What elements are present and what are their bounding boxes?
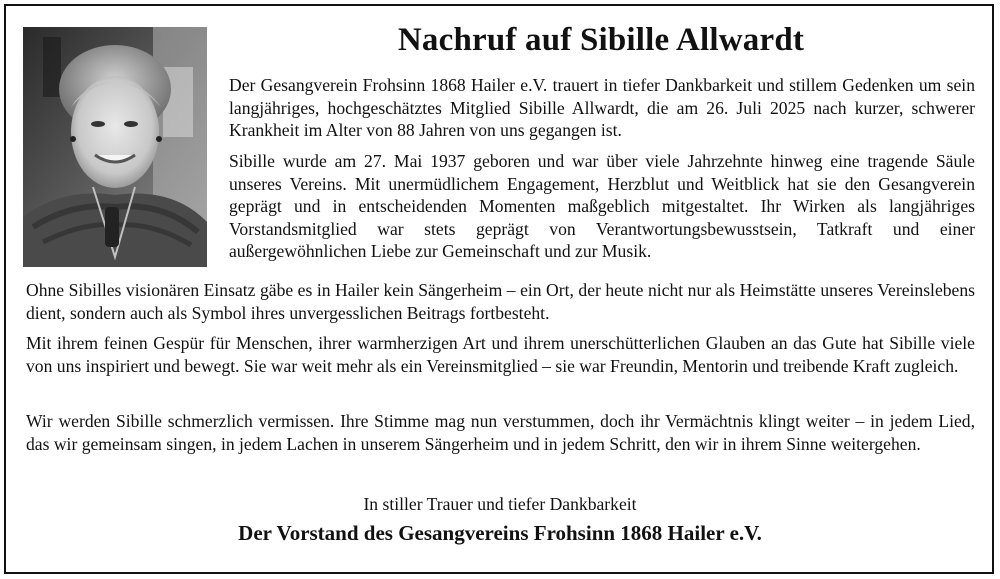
obituary-title: Nachruf auf Sibille Allwardt	[397, 22, 805, 58]
paragraph-saengerheim: Ohne Sibilles visionären Einsatz gäbe es in Hailer kein Sängerheim – ein Ort, der heute nicht nur als Heimstätte unseres Vereinslebens dient, sondern auch als Symbol ihres unvergesslichen Beitrags fortbesteht.	[26, 280, 975, 323]
paragraph-announcement: Der Gesangverein Frohsinn 1868 Hailer e.V. trauert in tiefer Dankbarkeit und stillem Gedenken um sein langjähriges, hochgeschätztes Mitglied Sibille Allwardt, die am 26. Juli 2025 nach kurzer, schwerer Krankheit im Alter von 88 Jahren von uns gegangen ist.	[229, 75, 975, 141]
portrait-photo	[23, 27, 207, 267]
paragraph-biography: Sibille wurde am 27. Mai 1937 geboren und war über viele Jahrzehnte hinweg eine tragende Säule unseres Vereins. Mit unermüdlichem Engagement, Herzblut und Weitblick hat sie den Gesangverein geprägt und in entscheidenden Momenten maßgeblich mitgestaltet. Ihr Wirken als langjähriges Vorstandsmitglied war stets geprägt von Verantwortungsbewusstsein, Tatkraft und einer außergewöhnlichen Liebe zur Gemeinschaft und zur Musik.	[229, 151, 975, 262]
portrait-image-icon	[23, 27, 207, 267]
closing-line: In stiller Trauer und tiefer Dankbarkeit	[363, 494, 637, 514]
paragraph-farewell: Wir werden Sibille schmerzlich vermissen. Ihre Stimme mag nun verstummen, doch ihr Vermächtnis klingt weiter – in jedem Lied, das wir gemeinsam singen, in jedem Lachen in unserem Sängerheim und in jedem Schritt, den wir in ihrem Sinne weitergehen.	[26, 411, 975, 454]
signature: Der Vorstand des Gesangvereins Frohsinn 1868 Hailer e.V.	[238, 521, 762, 545]
paragraph-character: Mit ihrem feinen Gespür für Menschen, ihrer warmherzigen Art und ihrem unerschütterlichen Glauben an das Gute hat Sibille viele von uns inspiriert und bewegt. Sie war weit mehr als ein Vereinsmitglied – sie war Freundin, Mentorin und treibende Kraft zugleich.	[26, 333, 975, 376]
